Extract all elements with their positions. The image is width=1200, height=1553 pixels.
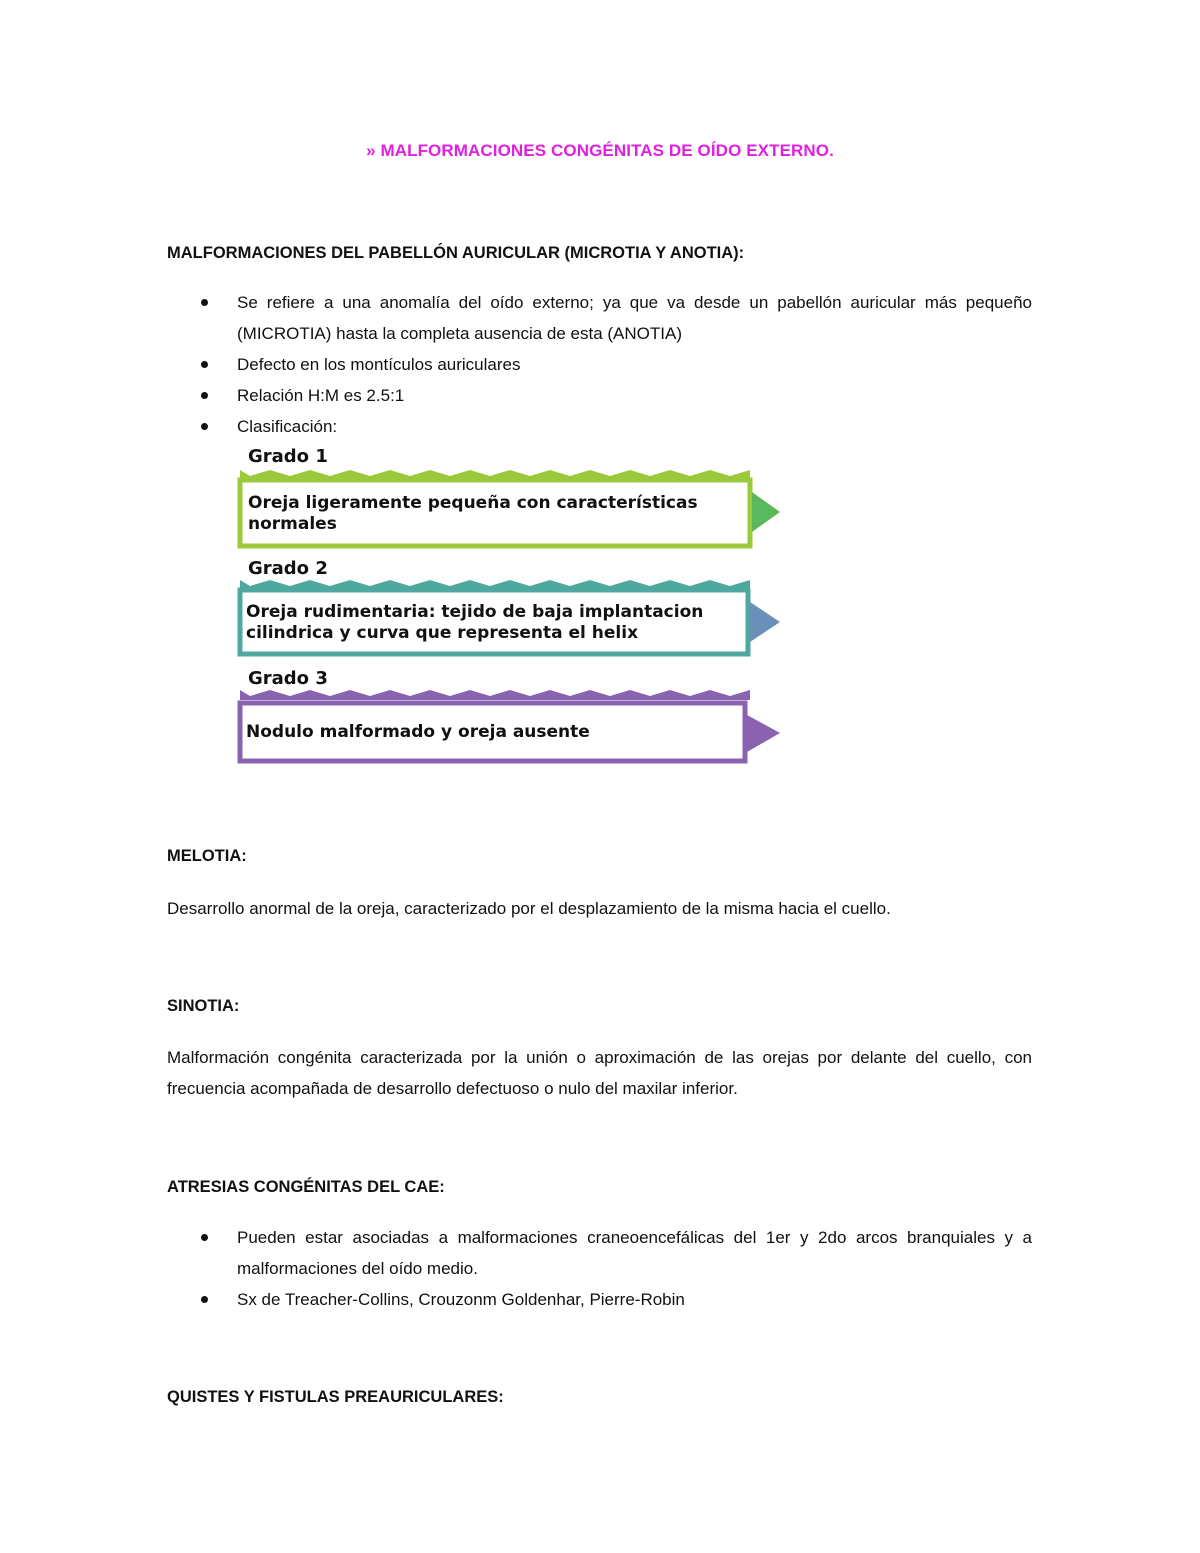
section-heading-microtia: MALFORMACIONES DEL PABELLÓN AURICULAR (MICROTIA Y ANOTIA): <box>167 244 745 262</box>
section-heading-quistes: QUISTES Y FISTULAS PREAURICULARES: <box>167 1388 504 1406</box>
list-item: Clasificación: <box>167 411 1032 442</box>
list-item: Pueden estar asociadas a malformaciones craneoencefálicas del 1er y 2do arcos branquiales y a malformaciones del oído medio. <box>167 1222 1032 1284</box>
grade-2-text: Oreja rudimentaria: tejido de baja implantacion cilindrica y curva que representa el helix <box>246 602 704 643</box>
grade-1-label: Grado 1 <box>248 446 328 467</box>
atresias-bullet-list <box>167 1222 1032 1315</box>
bullet-icon <box>201 1234 208 1241</box>
grade-2-label: Grado 2 <box>248 558 328 579</box>
grade-1-text: Oreja ligeramente pequeña con características normales <box>248 493 698 534</box>
section-heading-melotia: MELOTIA: <box>167 847 247 865</box>
list-item: Relación H:M es 2.5:1 <box>167 380 1032 411</box>
sinotia-paragraph: Malformación congénita caracterizada por la unión o aproximación de las orejas por delante del cuello, con frecuencia acompañada de desarrollo defectuoso o nulo del maxilar inferior. <box>167 1048 1032 1098</box>
melotia-paragraph: Desarrollo anormal de la oreja, caracterizado por el desplazamiento de la misma hacia el cuello. <box>167 899 891 918</box>
bullet-icon <box>201 1296 208 1303</box>
list-item: Se refiere a una anomalía del oído externo; ya que va desde un pabellón auricular más pequeño (MICROTIA) hasta la completa ausencia de esta (ANOTIA) <box>167 287 1032 349</box>
list-item: Sx de Treacher-Collins, Crouzonm Goldenhar, Pierre-Robin <box>167 1284 1032 1315</box>
list-item: Defecto en los montículos auriculares <box>167 349 1032 380</box>
section-heading-sinotia: SINOTIA: <box>167 997 240 1015</box>
section-heading-atresias: ATRESIAS CONGÉNITAS DEL CAE: <box>167 1178 445 1196</box>
grade-3-text: Nodulo malformado y oreja ausente <box>246 722 590 742</box>
page-title: » MALFORMACIONES CONGÉNITAS DE OÍDO EXTERNO. <box>366 141 834 160</box>
grade-3-label: Grado 3 <box>248 668 328 689</box>
